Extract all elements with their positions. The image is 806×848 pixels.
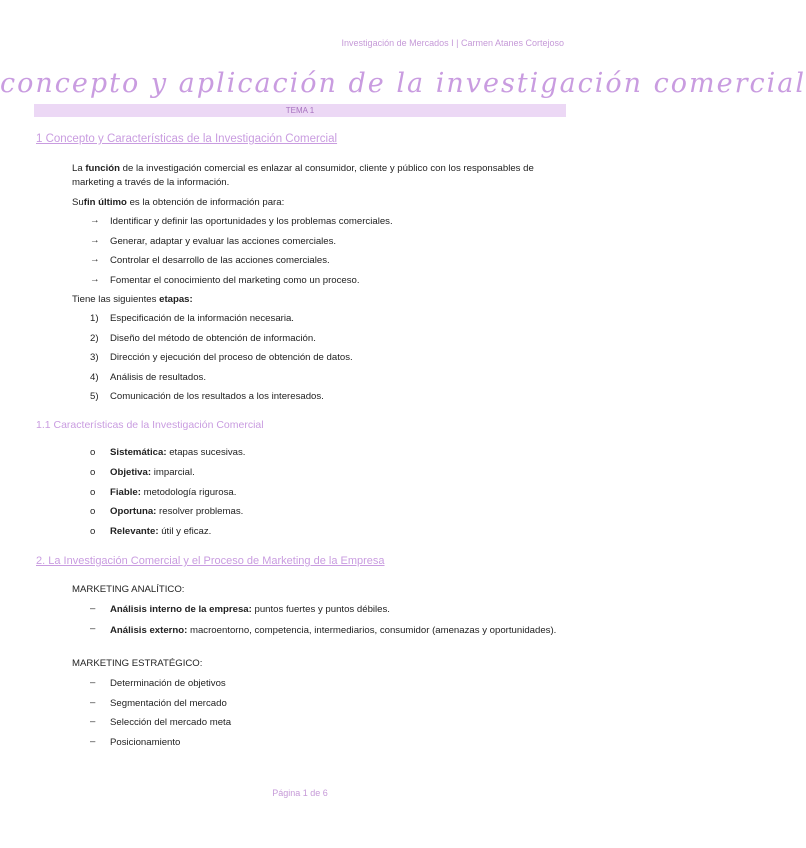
list-item	[110, 624, 564, 638]
text: imparcial.	[153, 467, 195, 478]
step-number: 2)	[90, 333, 99, 344]
marketing-analitico-label: MARKETING ANALÍTICO:	[72, 584, 185, 595]
bullet-icon: o	[90, 467, 96, 478]
dash-icon: –	[90, 697, 96, 708]
text: Su	[72, 197, 84, 208]
step-number: 1)	[90, 313, 99, 324]
list-item: Análisis de resultados.	[110, 372, 206, 383]
list-item: Comunicación de los resultados a los interesados.	[110, 391, 324, 402]
paragraph-goal	[72, 197, 284, 208]
list-item: Segmentación del mercado	[110, 698, 227, 709]
bold-text: Relevante:	[110, 526, 159, 537]
text: metodología rigurosa.	[143, 487, 237, 498]
text: resolver problemas.	[159, 506, 244, 517]
section-1-heading: 1 Concepto y Características de la Investigación Comercial	[36, 133, 338, 145]
arrow-icon: →	[90, 235, 100, 246]
dash-icon: –	[90, 603, 96, 614]
list-item: Posicionamiento	[110, 737, 181, 748]
dash-icon: –	[90, 736, 96, 747]
theme-label: TEMA 1	[34, 104, 566, 117]
list-item	[110, 506, 243, 517]
text: macroentorno, competencia, intermediarios, consumidor (amenazas y oportunidades).	[189, 625, 557, 636]
list-item: Generar, adaptar y evaluar las acciones comerciales.	[110, 236, 337, 247]
text: puntos fuertes y puntos débiles.	[254, 604, 390, 615]
bold-text: Sistemática:	[110, 447, 167, 458]
bold-text: Fiable:	[110, 487, 141, 498]
text: etapas sucesivas.	[169, 447, 246, 458]
bullet-icon: o	[90, 447, 96, 458]
arrow-icon: →	[90, 274, 100, 285]
document-title: concepto y aplicación de la investigación comercial	[0, 68, 806, 99]
bullet-icon: o	[90, 526, 96, 537]
list-item: Diseño del método de obtención de información.	[110, 333, 316, 344]
list-item: Determinación de objetivos	[110, 678, 226, 689]
bullet-icon: o	[90, 506, 96, 517]
dash-icon: –	[90, 677, 96, 688]
page-header: Investigación de Mercados I | Carmen Atanes Cortejoso	[341, 38, 564, 48]
list-item	[110, 467, 195, 478]
bold-text: fin último	[83, 197, 127, 208]
dash-icon: –	[90, 716, 96, 727]
list-item: Fomentar el conocimiento del marketing como un proceso.	[110, 275, 360, 286]
page-footer: Página 1 de 6	[272, 788, 328, 798]
paragraph-stages	[72, 294, 193, 305]
text: Tiene las siguientes	[72, 294, 157, 305]
list-item: Especificación de la información necesaria.	[110, 313, 294, 324]
arrow-icon: →	[90, 254, 100, 265]
marketing-estrategico-label: MARKETING ESTRATÉGICO:	[72, 658, 203, 669]
step-number: 3)	[90, 352, 99, 363]
bold-text: Oportuna:	[110, 506, 157, 517]
text: de la investigación comercial es enlazar al consumidor, cliente y público con los responsables de marketing a través de la información.	[72, 163, 534, 188]
paragraph-function	[72, 162, 564, 190]
list-item	[110, 447, 245, 458]
section-1-1-heading: 1.1 Características de la Investigación Comercial	[36, 419, 264, 431]
bold-text: Análisis externo:	[110, 625, 188, 636]
text: útil y eficaz.	[161, 526, 212, 537]
bold-text: función	[85, 163, 120, 174]
text: La	[72, 163, 83, 174]
list-item: Identificar y definir las oportunidades y los problemas comerciales.	[110, 216, 393, 227]
bold-text: Análisis interno de la empresa:	[110, 604, 252, 615]
list-item: Dirección y ejecución del proceso de obtención de datos.	[110, 352, 353, 363]
dash-icon: –	[90, 623, 96, 634]
list-item	[110, 487, 236, 498]
section-2-heading: 2. La Investigación Comercial y el Proceso de Marketing de la Empresa	[36, 555, 385, 567]
bullet-icon: o	[90, 487, 96, 498]
bold-text: Objetiva:	[110, 467, 152, 478]
text: es la obtención de información para:	[129, 197, 285, 208]
list-item: Selección del mercado meta	[110, 717, 232, 728]
step-number: 5)	[90, 391, 99, 402]
arrow-icon: →	[90, 215, 100, 226]
bold-text: etapas:	[159, 294, 193, 305]
step-number: 4)	[90, 372, 99, 383]
list-item: Controlar el desarrollo de las acciones comerciales.	[110, 255, 330, 266]
list-item	[110, 526, 211, 537]
list-item	[110, 604, 390, 615]
